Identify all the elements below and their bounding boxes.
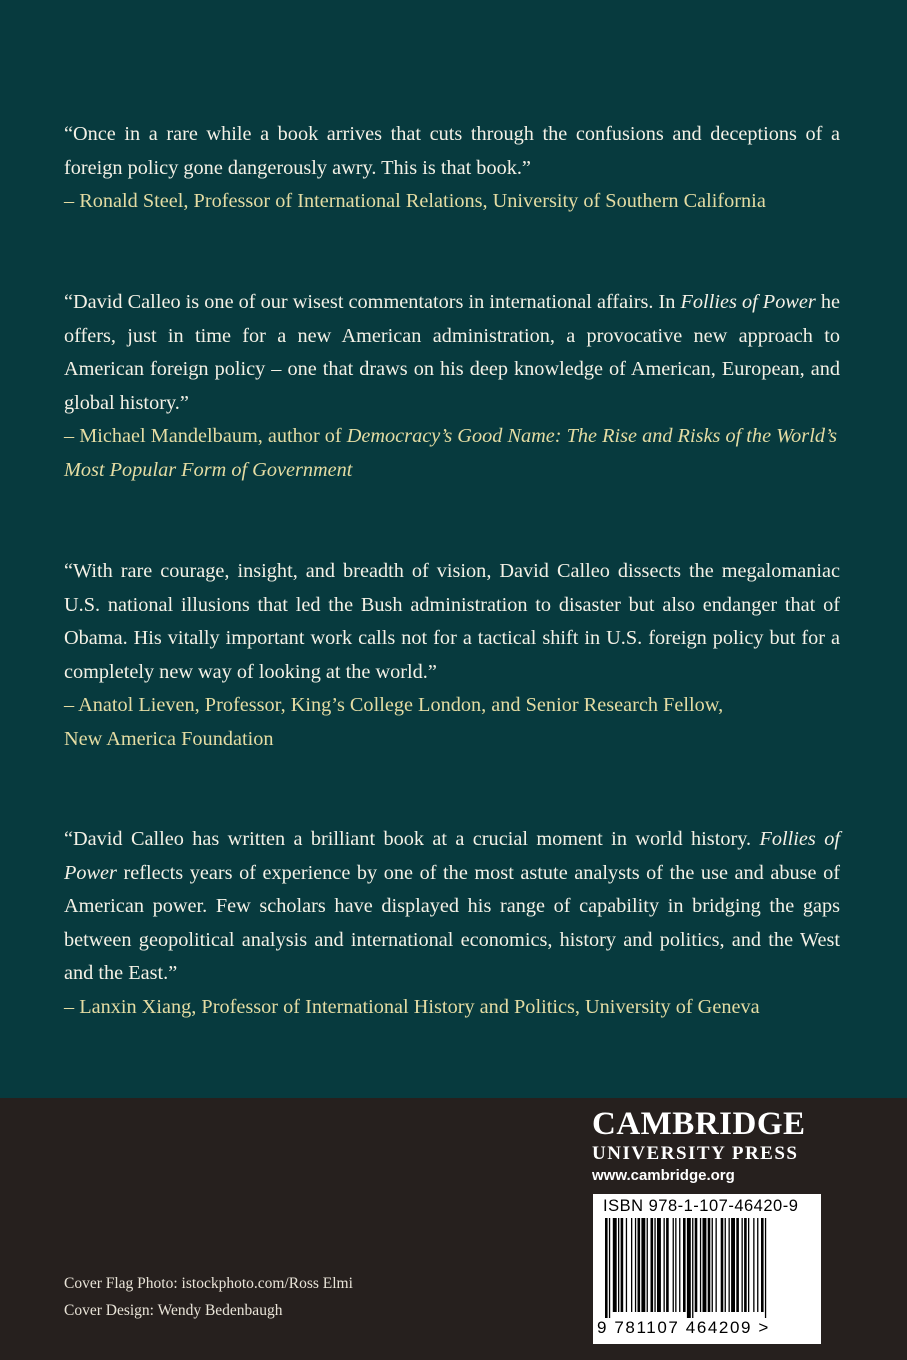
isbn-label: ISBN 978-1-107-46420-9 [603, 1197, 799, 1215]
book-title: Follies of Power [64, 828, 840, 884]
quote-xiang [64, 823, 840, 1025]
publisher-press: UNIVERSITY PRESS [592, 1143, 799, 1164]
publisher-name: CAMBRIDGE [592, 1106, 806, 1142]
design-credit: Cover Design: Wendy Bedenbaugh [64, 1302, 283, 1319]
quote-attribution: – Michael Mandelbaum, author of Democracy’s Good Name: The Rise and Risks of the World’s Most Popular Form of Government [64, 425, 838, 481]
photo-credit: Cover Flag Photo: istockphoto.com/Ross Elmi [64, 1275, 353, 1292]
quote-text: “Once in a rare while a book arrives that cuts through the confusions and deceptions of a foreign policy gone dangerously awry. This is that book.” [64, 123, 840, 179]
quote-steel [64, 118, 840, 219]
cover-credits [64, 1270, 353, 1324]
quote-attribution: – Ronald Steel, Professor of International Relations, University of Southern California [64, 190, 766, 213]
quote-lieven [64, 555, 840, 757]
barcode-digits: 9 781107 464209 > [597, 1318, 770, 1337]
barcode-bars [601, 1218, 813, 1318]
quote-attribution: – Anatol Lieven, Professor, King’s College London, and Senior Research Fellow, New America Foundation [64, 694, 724, 750]
isbn-barcode [593, 1194, 821, 1344]
publisher-logo [592, 1105, 832, 1187]
publisher-url: www.cambridge.org [592, 1167, 735, 1184]
quote-attribution: – Lanxin Xiang, Professor of International History and Politics, University of Geneva [64, 995, 760, 1018]
quote-text: “David Calleo has written a brilliant book at a crucial moment in world history. Follies of Power reflects years of experience by one of the most astute analysts of the use and abuse of American power. Few scholars have displayed his range of capability in bridging the gaps between geopolitical analysis and international economics, history and politics, and the West and the East.” [64, 828, 840, 985]
quote-text: “David Calleo is one of our wisest commentators in international affairs. In Follies of Power he offers, just in time for a new American administration, a provocative new approach to American foreign policy – one that draws on his deep knowledge of American, European, and global history.” [64, 291, 840, 414]
quote-mandelbaum [64, 286, 840, 488]
cited-book-title: Democracy’s Good Name: The Rise and Risks of the World’s Most Popular Form of Government [64, 425, 838, 481]
quote-text: “With rare courage, insight, and breadth of vision, David Calleo dissects the megalomaniac U.S. national illusions that led the Bush administration to disaster but also endanger that of Obama. His vitally important work calls not for a tactical shift in U.S. foreign policy but for a completely new way of looking at the world.” [64, 560, 840, 683]
book-title: Follies of Power [680, 291, 816, 313]
